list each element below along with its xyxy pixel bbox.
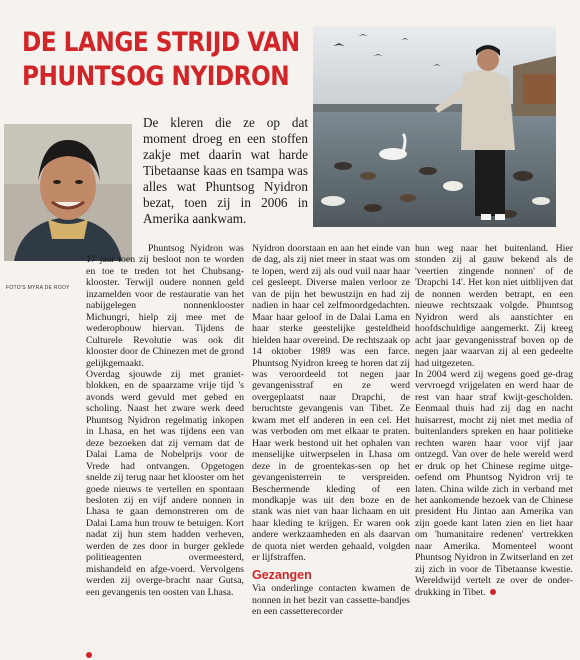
bullet-dot-icon — [86, 652, 92, 658]
headline-line-1: DE LANGE STRIJD VAN — [22, 27, 300, 58]
body-paragraph: Nyidron doorstaan en aan het einde van de dag, als zij niet meer in staat was om te lopen, werd zij als oud vuil naar haar cel gesleept. Diverse malen verloor ze van de pijn het bewustzijn en had zij nadien in haar cel zelfmoordgedachten. Maar haar geloof in de Dalai Lama en haar sterke geestelijke gesteldheid hielden haar overeind. De rechtszaak op 14 oktober 1989 was een farce. Phuntsog Nyidron kreeg te horen dat zij was veroordeeld tot negen jaar gevangenisstraf en ze werd overgeplaatst naar Drapchi, de beruchtste gevangenis van Tibet. Ze kwam met elf anderen in een cel. Het was verboden om met elkaar te praten. Haar werk bestond uit het ophalen van menselijke uitwerpselen in Lhasa om deze in de groentekas-sen op het gevangenisterrein te verspreiden. Beschermende kleding of een mondkapje was uit den boze en de stank was niet van haar lichaam en uit haar kleding te krijgen. Er waren ook andere werkzaamheden en als daarvan de quota niet werden gehaald, volgden er lijfstraffen. — [252, 243, 410, 564]
lake-birds-photo — [313, 26, 556, 227]
subheading: Gezangen — [252, 567, 312, 582]
column-2 — [252, 243, 410, 618]
headline — [22, 26, 300, 94]
headline-line-2: PHUNTSOG NYIDRON — [22, 61, 290, 92]
final-text: In 2004 werd zij wegens goed ge-drag vervroegd vrijgelaten en werd haar de rest van haar straf kwijt-gescholden. Eenmaal thuis had zij dag en nacht huisarrest, mocht zij niet met media of buitenlanders spreken en haar politieke rechten waren haar voor vijf jaar ontzegd. Van over de hele wereld werd er druk op het Chinese regime uitge-oefend om Phuntsog Nyidron vrij te laten. China wilde zich in verband met het aankomende bezoek van de Chinese president Hu Jintao aan Amerika van zijn goede kant laten zien en liet haar om 'humanitaire redenen' vertrekken naar Amerika. Momenteel woont Phuntsog Nyidron in Zwitserland en zet zij zich in voor de Tibetaanse kwestie. Wereldwijd vertelt ze over de onder-drukking in Tibet. — [415, 368, 573, 598]
body-paragraph: Phuntsog Nyidron was 17 jaar toen zij besloot non te worden en toe te treden tot het Chubsang-klooster. Terwijl oudere nonnen geld inzamelden voor de restauratie van het nabijgelegen nonnenklooster Michungri, hielp zij mee met de wederopbouw hiervan. Tijdens de Culturele Revolutie was ook dit klooster door de Chinezen met de grond gelijkgemaakt. — [86, 243, 244, 369]
previous-page-strip — [0, 0, 580, 6]
body-paragraph: Via onderlinge contacten kwamen de nonnen in het bezit van cassette-bandjes en een cassetterecorder — [252, 583, 410, 618]
body-paragraph: Overdag sjouwde zij met graniet-blokken, en de spaarzame vrije tijd 's avonds werd gevuld met gebed en scholing. Naast het zware werk deed Phuntsog Nyidron regelmatig inkopen in Lhasa, en het was tijdens een van deze bezoeken dat zij vernam dat de Dalai Lama de Nobelprijs voor de Vrede had ontvangen. Opgetogen snelde zij terug naar het klooster om het goede nieuws te vertellen en spontaan besloten zij en vijf andere nonnen in Lhasa te gaan demonstreren om de Dalai Lama hun trouw te betuigen. Kort nadat zij hun stem hadden verheven, werden de zes door in burger geklede politieagenten overmeesterd, mishandeld en afge-voerd. Vervolgens werden zij overge-bracht naar Gutsa, een gevangenis ten oosten van Lhasa. — [86, 368, 244, 598]
intro-paragraph: De kleren die ze op dat moment droeg en een stoffen zakje met daarin wat harde Tibetaanse kaas en tsampa was alles wat Phuntsog Nyidron bezat, toen zij in 2006 in Amerika aankwam. — [143, 115, 308, 226]
column-1 — [86, 243, 244, 598]
end-mark-icon — [490, 589, 496, 595]
body-paragraph-last — [415, 369, 573, 598]
column-3 — [415, 243, 573, 598]
photo-credit: FOTO'S MYRA DE ROOY — [6, 285, 70, 291]
portrait-photo — [4, 124, 132, 261]
body-paragraph: hun weg naar het buitenland. Hier stonden zij al gauw bekend als de 'veertien zingende nonnen' of de 'Drapchi 14'. Het kon niet uitblijven dat de nonnen werden betrapt, en een nieuwe rechtszaak volgde. Phuntsog Nyidron werd als aanstichter en hoofdschuldige aangemerkt. Zij kreeg acht jaar gevangenisstraf boven op de negen jaar waarvan zij al een gedeelte had uitgezeten. — [415, 243, 573, 369]
